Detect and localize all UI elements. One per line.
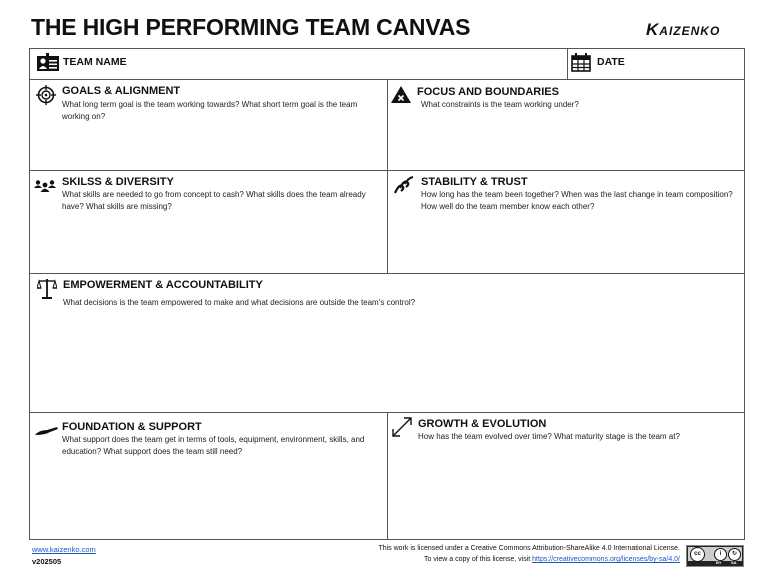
people-group-icon <box>34 179 56 197</box>
section-empowerment-accountability[interactable] <box>30 274 745 412</box>
id-badge-icon <box>37 53 59 76</box>
section-title: STABILITY & TRUST <box>421 176 528 188</box>
license-text: This work is licensed under a Creative Commons Attribution-ShareAlike 4.0 International License. <box>378 545 680 552</box>
section-title: GROWTH & EVOLUTION <box>418 418 547 430</box>
by-label: BY <box>716 560 722 565</box>
warning-triangle-icon <box>391 86 411 108</box>
section-goals-alignment[interactable] <box>30 80 387 170</box>
supporting-hand-icon <box>35 423 59 441</box>
team-name-field[interactable] <box>30 49 567 79</box>
section-title: FOUNDATION & SUPPORT <box>62 421 202 433</box>
section-skills-diversity[interactable] <box>30 171 387 273</box>
license-url-link[interactable]: https://creativecommons.org/licenses/by-sa/4.0/ <box>532 556 680 563</box>
section-growth-evolution[interactable] <box>388 413 745 540</box>
website-link[interactable]: www.kaizenko.com <box>32 545 96 554</box>
section-title: SKILSS & DIVERSITY <box>62 176 174 188</box>
section-title: GOALS & ALIGNMENT <box>62 85 181 97</box>
section-description: How long has the team been together? When was the last change in team composition? How well do the team member know each other? <box>421 190 733 211</box>
license-prefix: To view a copy of this license, visit <box>424 556 533 563</box>
section-title: FOCUS AND BOUNDARIES <box>417 86 559 98</box>
section-description: What support does the team get in terms of tools, equipment, environment, skills, and education? What support does the team still need? <box>62 435 365 456</box>
attribution-icon: i <box>714 548 727 561</box>
section-description: What decisions is the team empowered to make and what decisions are outside the team’s control? <box>63 298 416 307</box>
section-focus-boundaries[interactable] <box>388 80 745 170</box>
date-label: DATE <box>597 56 625 68</box>
expand-arrows-icon <box>391 416 413 443</box>
brand-logo: Kaizenko <box>646 20 721 39</box>
section-description: What long term goal is the team working towards? What short term goal is the team working on? <box>62 100 358 121</box>
page-title: THE HIGH PERFORMING TEAM CANVAS <box>31 14 471 40</box>
balance-scale-icon <box>37 278 57 305</box>
share-alike-icon: ↻ <box>728 548 741 561</box>
section-stability-trust[interactable] <box>388 171 745 273</box>
section-description: How has the team evolved over time? What maturity stage is the team at? <box>418 432 680 441</box>
team-name-label: TEAM NAME <box>63 56 127 68</box>
date-field[interactable] <box>568 49 745 79</box>
license-link-line <box>424 556 680 563</box>
cc-icon: cc <box>690 547 705 562</box>
target-icon <box>36 85 56 110</box>
version-label: v202505 <box>32 557 62 566</box>
section-description: What constraints is the team working under? <box>421 100 579 109</box>
calendar-icon <box>571 52 591 77</box>
knot-icon <box>393 176 415 199</box>
section-title: EMPOWERMENT & ACCOUNTABILITY <box>63 279 263 291</box>
sa-label: SA <box>731 560 737 565</box>
section-description: What skills are needed to go from concept to cash? What skills does the team already have? What skills are missing? <box>62 190 366 211</box>
section-foundation-support[interactable] <box>30 413 387 540</box>
cc-by-sa-badge[interactable] <box>686 545 744 567</box>
